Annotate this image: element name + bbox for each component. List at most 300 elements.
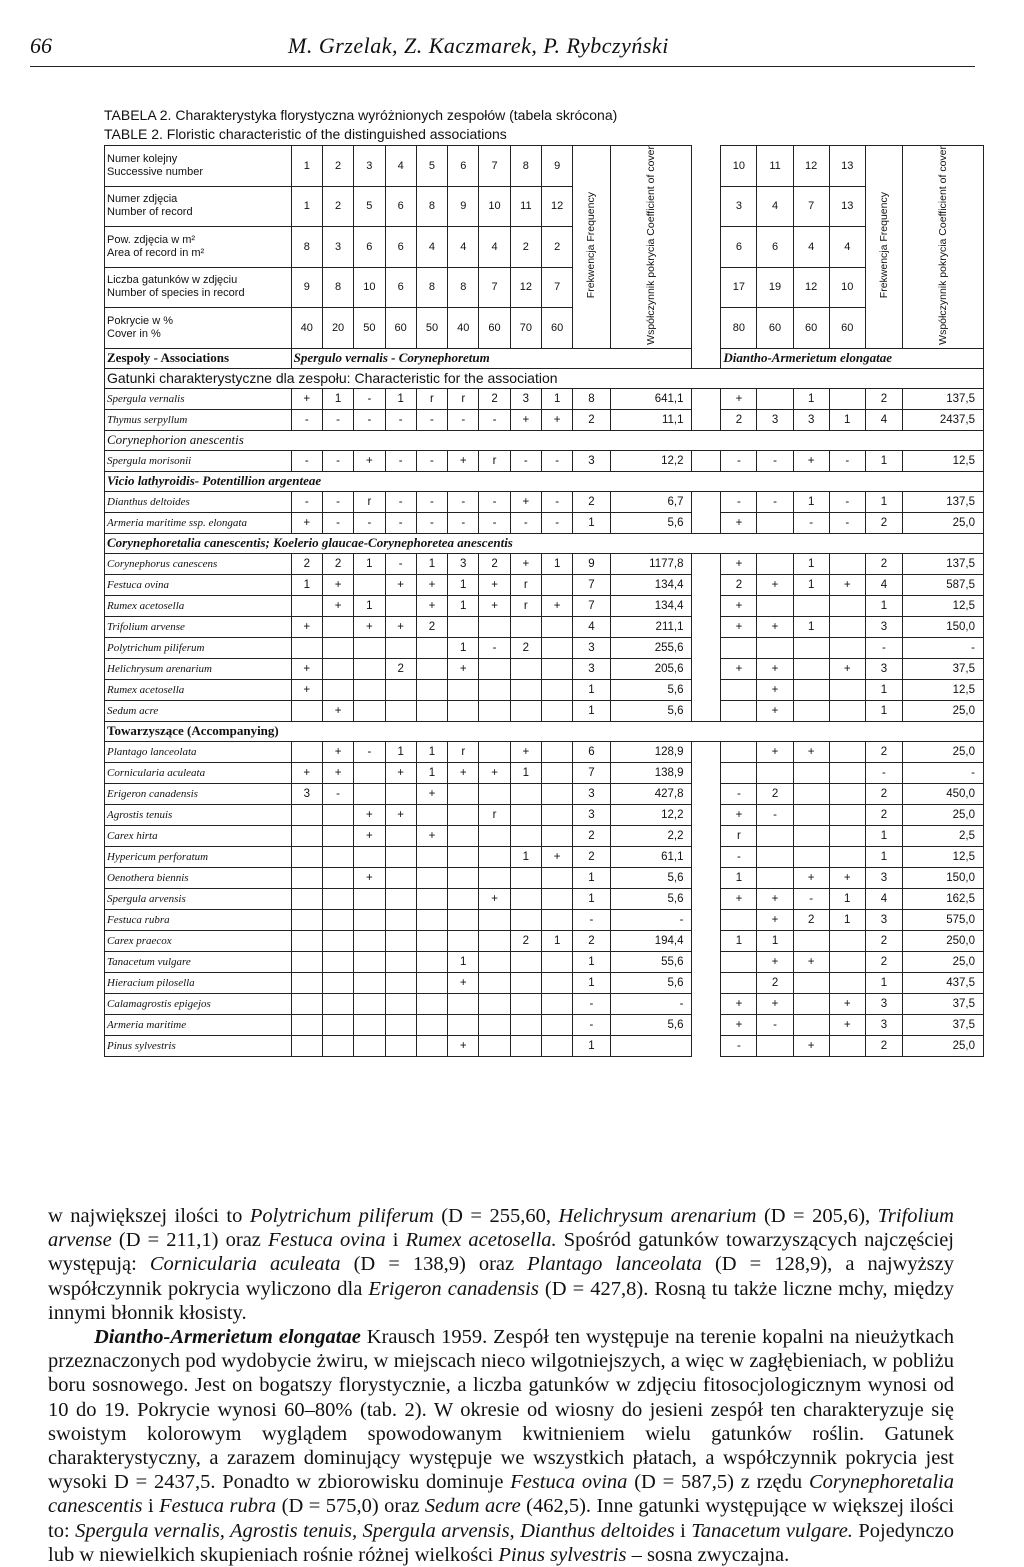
abundance-cell [322,867,353,888]
abundance-cell [354,846,385,867]
abundance-cell: + [793,450,829,471]
abundance-cell [479,1035,510,1056]
species-name: Pinus sylvestris [105,1035,292,1056]
cover-coefficient-label: Współczynnik pokrycia Coefficient of cover [645,146,658,345]
floristic-table [104,145,984,1057]
cover-coefficient-cell: 255,6 [610,637,692,658]
association-a-name: Spergulo vernalis - Corynephoretum [291,348,692,368]
header-cell: 9 [291,267,322,308]
abundance-cell [793,804,829,825]
abundance-cell: + [291,616,322,637]
cover-coefficient-cell: 25,0 [903,804,984,825]
species-name: Polytrichum piliferum [105,637,292,658]
abundance-cell [757,553,793,574]
text-run: – sosna zwyczajna. [626,1543,790,1566]
frequency-cell: 8 [573,388,610,409]
abundance-cell: 1 [721,867,757,888]
abundance-cell: + [385,574,416,595]
species-name: Hypericum perforatum [105,846,292,867]
header-cell: 8 [510,146,541,187]
abundance-cell: + [757,993,793,1014]
abundance-cell: + [721,388,757,409]
abundance-cell [829,930,865,951]
italic-run: Spergula vernalis, Agrostis tenuis, Spergula arvensis, Dianthus deltoides [75,1519,675,1542]
abundance-cell: 2 [721,409,757,430]
abundance-cell [479,658,510,679]
cover-coefficient-header [610,146,692,349]
abundance-cell: + [291,679,322,700]
abundance-cell [542,1014,573,1035]
frequency-cell: 6 [573,741,610,762]
abundance-cell: - [448,409,479,430]
abundance-cell [510,825,541,846]
cover-coefficient-cell: 587,5 [903,574,984,595]
abundance-cell: + [542,846,573,867]
species-row [105,616,984,637]
abundance-cell [291,909,322,930]
frequency-cell: - [573,909,610,930]
abundance-cell [829,637,865,658]
text-run: (D = 211,1) oraz [111,1229,269,1252]
header-cell: 19 [757,267,793,308]
abundance-cell [793,637,829,658]
frequency-cell: 1 [573,951,610,972]
abundance-cell: 2 [416,616,447,637]
cover-coefficient-cell: 37,5 [903,993,984,1014]
abundance-cell: - [479,512,510,533]
abundance-cell: - [721,450,757,471]
cover-coefficient-cell: 61,1 [610,846,692,867]
abundance-cell: 1 [829,409,865,430]
abundance-cell: - [354,741,385,762]
cover-coefficient-cell: - [903,637,984,658]
frequency-cell: 3 [865,616,902,637]
abundance-cell [721,679,757,700]
abundance-cell: - [385,553,416,574]
species-row [105,867,984,888]
frequency-cell: 1 [865,679,902,700]
column-gap [692,867,721,888]
abundance-cell [829,804,865,825]
header-cell: 7 [479,146,510,187]
abundance-cell: 2 [291,553,322,574]
frequency-cell: 4 [865,409,902,430]
abundance-cell [416,888,447,909]
species-name: Spergula morisonii [105,450,292,471]
abundance-cell [416,804,447,825]
header-cell: 6 [354,227,385,268]
abundance-cell: - [322,491,353,512]
header-cell: 3 [322,227,353,268]
abundance-cell: 3 [510,388,541,409]
header-cell: 1 [291,186,322,227]
header-cell: 4 [829,227,865,268]
abundance-cell [479,700,510,721]
header-cell: 12 [542,186,573,227]
abundance-cell [322,825,353,846]
running-head-authors: M. Grzelak, Z. Kaczmarek, P. Rybczyński [288,33,669,58]
species-name: Agrostis tenuis [105,804,292,825]
header-cell: 60 [757,308,793,349]
species-row [105,741,984,762]
abundance-cell [448,909,479,930]
text-run: (D = 427,8). Rosną tu także liczne mchy, między innymi błonnik kłosisty. [48,1277,954,1324]
abundance-cell [829,700,865,721]
species-name: Armeria maritime [105,1014,292,1035]
column-gap [692,553,721,574]
abundance-cell [322,909,353,930]
column-gap [692,846,721,867]
column-gap [692,1014,721,1035]
abundance-cell [829,595,865,616]
header-cell: 4 [448,227,479,268]
header-cell: 10 [829,267,865,308]
species-name: Erigeron canadensis [105,783,292,804]
abundance-cell [793,972,829,993]
abundance-cell [385,1035,416,1056]
abundance-cell: + [721,1014,757,1035]
abundance-cell: + [793,951,829,972]
cover-coefficient-cell: 12,5 [903,450,984,471]
abundance-cell: 1 [829,888,865,909]
abundance-cell: - [757,804,793,825]
text-run: i [142,1495,160,1518]
italic-run: Polytrichum piliferum [249,1205,434,1227]
abundance-cell: 3 [757,409,793,430]
header-cell: 8 [322,267,353,308]
cover-coefficient-cell: 1177,8 [610,553,692,574]
italic-run: Sedum acre [424,1495,521,1518]
frequency-cell: 7 [573,762,610,783]
abundance-cell [385,783,416,804]
frequency-cell: 3 [865,909,902,930]
frequency-cell: 2 [865,388,902,409]
frequency-cell: 1 [865,846,902,867]
column-gap [692,348,721,368]
frequency-cell: 9 [573,553,610,574]
species-name: Festuca ovina [105,574,292,595]
cover-coefficient-cell: 25,0 [903,1035,984,1056]
species-row [105,846,984,867]
text-run: (D = 138,9) oraz [340,1253,528,1276]
column-gap [692,909,721,930]
abundance-cell: + [829,993,865,1014]
abundance-cell: + [757,616,793,637]
header-cell: 70 [510,308,541,349]
column-gap [692,783,721,804]
abundance-cell: + [354,450,385,471]
abundance-cell: 1 [793,491,829,512]
abundance-cell [416,679,447,700]
header-cell: 60 [542,308,573,349]
abundance-cell [757,637,793,658]
abundance-cell [510,867,541,888]
header-cell: 6 [757,227,793,268]
abundance-cell: - [542,450,573,471]
abundance-cell: 1 [416,762,447,783]
abundance-cell: 1 [510,846,541,867]
abundance-cell [510,951,541,972]
italic-run: Tanacetum vulgare. [691,1519,853,1542]
text-run: i [385,1229,406,1252]
frequency-cell: 1 [865,595,902,616]
abundance-cell [479,951,510,972]
abundance-cell [829,1035,865,1056]
abundance-cell: 1 [542,930,573,951]
cover-coefficient-cell: 575,0 [903,909,984,930]
header-cell: 60 [479,308,510,349]
abundance-cell: 2 [510,637,541,658]
abundance-cell [793,846,829,867]
abundance-cell: + [757,658,793,679]
species-row [105,951,984,972]
cover-coefficient-cell: 138,9 [610,762,692,783]
header-cell: 8 [448,267,479,308]
abundance-cell: - [322,450,353,471]
header-cell: 3 [354,146,385,187]
abundance-cell: + [757,888,793,909]
species-row [105,804,984,825]
abundance-cell [448,616,479,637]
abundance-cell: - [721,846,757,867]
abundance-cell [416,951,447,972]
abundance-cell: - [385,409,416,430]
abundance-cell: + [793,741,829,762]
header-cell: 17 [721,267,757,308]
abundance-cell [542,700,573,721]
abundance-cell: + [757,574,793,595]
frequency-cell: 1 [573,867,610,888]
frequency-cell: - [573,1014,610,1035]
abundance-cell: + [322,574,353,595]
frequency-cell: 7 [573,574,610,595]
text-run: (D = 587,5) z rzędu [627,1471,809,1494]
column-gap [692,658,721,679]
abundance-cell [322,616,353,637]
species-name: Helichrysum arenarium [105,658,292,679]
abundance-cell [479,930,510,951]
header-cell: 60 [793,308,829,349]
abundance-cell: - [448,512,479,533]
abundance-cell [510,972,541,993]
cover-coefficient-cell: 211,1 [610,616,692,637]
abundance-cell [448,867,479,888]
header-label: Liczba gatunków w zdjęciu Number of species in record [105,267,292,308]
text-run: Spośród gatunków towarzyszących najczęściej występują: [48,1229,954,1276]
abundance-cell: 1 [721,930,757,951]
species-name: Rumex acetosella [105,595,292,616]
cover-coefficient-header [903,146,984,349]
abundance-cell: + [757,951,793,972]
column-gap [692,637,721,658]
header-cell: 4 [757,186,793,227]
frequency-cell: 1 [573,512,610,533]
abundance-cell [721,741,757,762]
abundance-cell: 3 [793,409,829,430]
abundance-cell [354,637,385,658]
abundance-cell [291,888,322,909]
column-gap [692,804,721,825]
abundance-cell: 2 [757,972,793,993]
abundance-cell [385,846,416,867]
abundance-cell [510,679,541,700]
header-cell: 2 [542,227,573,268]
abundance-cell [385,993,416,1014]
species-row [105,512,984,533]
abundance-cell: + [721,888,757,909]
column-gap [692,409,721,430]
frequency-cell: 2 [865,512,902,533]
abundance-cell [354,909,385,930]
cover-coefficient-cell: 5,6 [610,972,692,993]
abundance-cell [757,867,793,888]
abundance-cell [416,637,447,658]
abundance-cell [448,1014,479,1035]
abundance-cell: - [793,888,829,909]
abundance-cell [542,783,573,804]
abundance-cell [757,846,793,867]
frequency-cell: 1 [865,972,902,993]
cover-coefficient-cell: 137,5 [903,553,984,574]
abundance-cell: 1 [793,574,829,595]
abundance-cell [829,783,865,804]
header-cell: 2 [510,227,541,268]
abundance-cell: 2 [757,783,793,804]
abundance-cell [542,574,573,595]
cover-coefficient-cell: 137,5 [903,491,984,512]
abundance-cell: - [322,512,353,533]
abundance-cell [829,616,865,637]
header-cell: 10 [354,267,385,308]
abundance-cell [793,993,829,1014]
column-gap [692,574,721,595]
abundance-cell [416,658,447,679]
abundance-cell [542,867,573,888]
column-gap [692,888,721,909]
header-cell: 4 [385,146,416,187]
abundance-cell: 2 [322,553,353,574]
frequency-cell: 2 [865,783,902,804]
species-name: Tanacetum vulgare [105,951,292,972]
species-row [105,888,984,909]
abundance-cell [416,909,447,930]
frequency-cell: 2 [865,930,902,951]
abundance-cell: 1 [385,388,416,409]
header-cell: 60 [385,308,416,349]
species-row [105,409,984,430]
abundance-cell [829,762,865,783]
abundance-cell: + [448,762,479,783]
abundance-cell: 1 [291,574,322,595]
section-header-row [105,471,984,491]
abundance-cell: - [721,783,757,804]
cover-coefficient-cell: 150,0 [903,616,984,637]
species-name: Carex praecox [105,930,292,951]
abundance-cell: + [385,762,416,783]
abundance-cell [416,867,447,888]
header-cell: 50 [416,308,447,349]
section-header-row [105,533,984,553]
abundance-cell [510,1014,541,1035]
page-header [30,33,975,69]
cover-coefficient-cell: 137,5 [903,388,984,409]
abundance-cell [416,1014,447,1035]
header-row [105,267,984,308]
abundance-cell: 2 [479,388,510,409]
abundance-cell [448,700,479,721]
header-cell: 8 [416,186,447,227]
cover-coefficient-cell: 427,8 [610,783,692,804]
text-run: (D = 128,9), a najwyższy współczynnik pokrycia wyliczono dla [48,1253,955,1300]
abundance-cell: + [448,450,479,471]
abundance-cell: - [416,491,447,512]
abundance-cell: r [448,388,479,409]
abundance-cell: + [291,388,322,409]
table-caption [104,106,617,144]
abundance-cell [354,700,385,721]
cover-coefficient-cell [610,1035,692,1056]
abundance-cell [542,888,573,909]
species-name: Hieracium pilosella [105,972,292,993]
abundance-cell: + [354,867,385,888]
frequency-cell: 2 [865,741,902,762]
abundance-cell [757,512,793,533]
abundance-cell [291,637,322,658]
abundance-cell: r [721,825,757,846]
abundance-cell: 1 [354,595,385,616]
cover-coefficient-cell: 12,2 [610,450,692,471]
abundance-cell: 1 [416,553,447,574]
abundance-cell: + [510,553,541,574]
abundance-cell [510,804,541,825]
species-name: Spergula vernalis [105,388,292,409]
abundance-cell [354,993,385,1014]
abundance-cell: r [479,450,510,471]
frequency-cell: 1 [573,888,610,909]
header-cell: 40 [291,308,322,349]
table-caption-en: TABLE 2. Floristic characteristic of the distinguished associations [104,126,507,142]
italic-run: Pinus sylvestris [498,1543,627,1566]
frequency-cell: - [865,762,902,783]
abundance-cell: 1 [542,388,573,409]
frequency-cell: 1 [573,972,610,993]
frequency-cell: 1 [865,825,902,846]
header-label: Numer kolejny Successive number [105,146,292,187]
frequency-cell: 4 [573,616,610,637]
abundance-cell [829,825,865,846]
column-gap [692,762,721,783]
abundance-cell [385,888,416,909]
abundance-cell: + [479,888,510,909]
abundance-cell: - [291,491,322,512]
section-title: Corynephorion anescentis [105,430,984,450]
abundance-cell [793,658,829,679]
frequency-header [865,146,902,349]
frequency-cell: 2 [573,491,610,512]
abundance-cell: - [291,409,322,430]
abundance-cell: 1 [448,637,479,658]
cover-coefficient-cell: 162,5 [903,888,984,909]
abundance-cell: + [479,574,510,595]
abundance-cell: + [354,804,385,825]
header-cell: 6 [385,267,416,308]
abundance-cell: - [416,409,447,430]
header-cell: 8 [291,227,322,268]
cover-coefficient-cell: 2,5 [903,825,984,846]
species-name: Cornicularia aculeata [105,762,292,783]
abundance-cell: + [542,595,573,616]
cover-coefficient-cell: 12,5 [903,846,984,867]
